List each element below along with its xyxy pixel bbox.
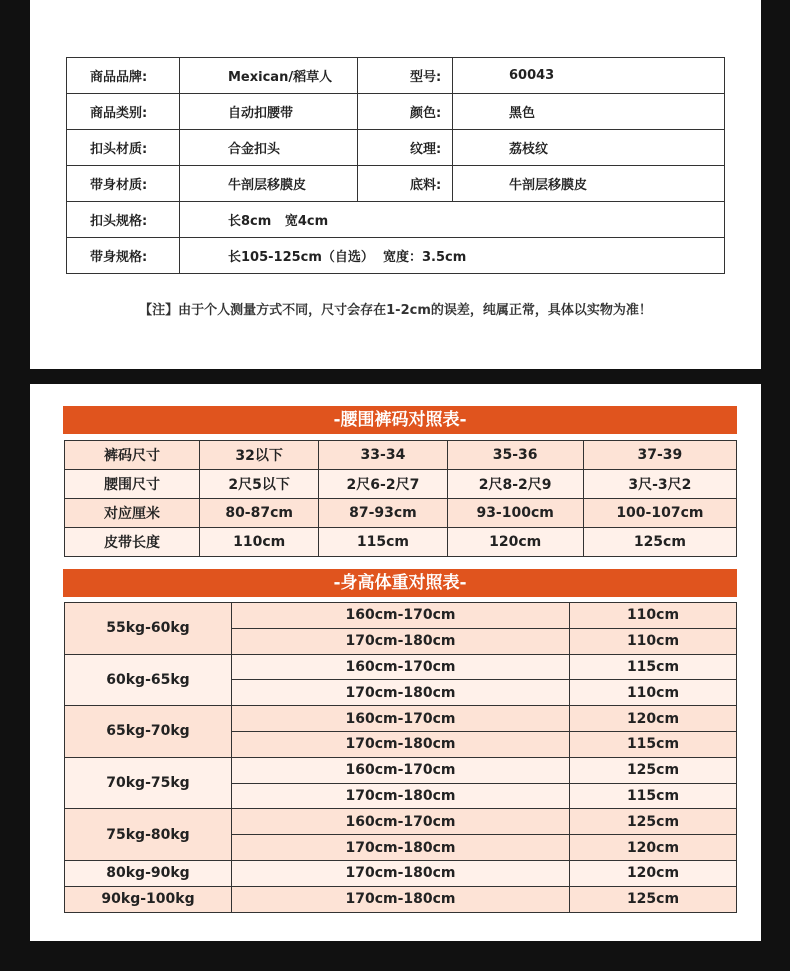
table-row: [65, 860, 737, 886]
table-row: [65, 528, 737, 557]
belt-length-cell: 115cm: [570, 783, 737, 809]
belt-length-cell: 115cm: [570, 654, 737, 680]
table-cell: 93-100cm: [447, 499, 583, 528]
spec-value: 长105-125cm（自选） 宽度：3.5cm: [180, 238, 725, 274]
table-cell: 100-107cm: [583, 499, 736, 528]
weight-cell: 60kg-65kg: [65, 654, 232, 706]
row-header: 腰围尺寸: [65, 470, 200, 499]
table-row: [65, 603, 737, 629]
height-cell: 170cm-180cm: [232, 886, 570, 912]
table-row: [65, 654, 737, 680]
height-cell: 160cm-170cm: [232, 603, 570, 629]
spec-row: [67, 130, 725, 166]
table-cell: 33-34: [319, 441, 447, 470]
weight-cell: 90kg-100kg: [65, 886, 232, 912]
weight-cell: 65kg-70kg: [65, 706, 232, 758]
height-cell: 170cm-180cm: [232, 783, 570, 809]
size-chart-table: [64, 440, 737, 557]
spec-row: [67, 58, 725, 94]
belt-length-cell: 120cm: [570, 706, 737, 732]
spec-label: 型号:: [358, 58, 453, 94]
spec-label: 带身规格:: [67, 238, 180, 274]
table-cell: 2尺5以下: [200, 470, 319, 499]
spec-value: 60043: [453, 58, 725, 94]
table-row: [65, 441, 737, 470]
spec-value: 合金扣头: [180, 130, 358, 166]
table-cell: 32以下: [200, 441, 319, 470]
height-cell: 160cm-170cm: [232, 757, 570, 783]
table-row: [65, 886, 737, 912]
spec-label: 带身材质:: [67, 166, 180, 202]
spec-row: [67, 238, 725, 274]
spec-table: [66, 57, 725, 274]
spec-value: 牛剖层移膜皮: [180, 166, 358, 202]
size-chart-title: -腰围裤码对照表-: [63, 406, 737, 434]
table-cell: 3尺-3尺2: [583, 470, 736, 499]
belt-length-cell: 110cm: [570, 603, 737, 629]
spec-value: Mexican/稻草人: [180, 58, 358, 94]
spec-label: 扣头规格:: [67, 202, 180, 238]
table-cell: 125cm: [583, 528, 736, 557]
table-cell: 80-87cm: [200, 499, 319, 528]
size-panel: [30, 384, 761, 941]
belt-length-cell: 120cm: [570, 835, 737, 861]
belt-length-cell: 110cm: [570, 680, 737, 706]
table-cell: 35-36: [447, 441, 583, 470]
belt-length-cell: 125cm: [570, 809, 737, 835]
spec-label: 扣头材质:: [67, 130, 180, 166]
table-row: [65, 706, 737, 732]
table-row: [65, 470, 737, 499]
height-cell: 170cm-180cm: [232, 680, 570, 706]
table-cell: 110cm: [200, 528, 319, 557]
weight-chart-table: [64, 602, 737, 913]
table-row: [65, 809, 737, 835]
row-header: 皮带长度: [65, 528, 200, 557]
belt-length-cell: 125cm: [570, 886, 737, 912]
table-row: [65, 757, 737, 783]
belt-length-cell: 115cm: [570, 731, 737, 757]
spec-value: 黑色: [453, 94, 725, 130]
weight-cell: 70kg-75kg: [65, 757, 232, 809]
table-cell: 2尺6-2尺7: [319, 470, 447, 499]
spec-value: 长8cm 宽4cm: [180, 202, 725, 238]
spec-row: [67, 94, 725, 130]
spec-panel: [30, 0, 761, 369]
height-cell: 170cm-180cm: [232, 860, 570, 886]
weight-cell: 75kg-80kg: [65, 809, 232, 861]
row-header: 裤码尺寸: [65, 441, 200, 470]
table-cell: 87-93cm: [319, 499, 447, 528]
spec-label: 商品类别:: [67, 94, 180, 130]
height-cell: 160cm-170cm: [232, 706, 570, 732]
spec-label: 纹理:: [358, 130, 453, 166]
weight-cell: 80kg-90kg: [65, 860, 232, 886]
spec-value: 自动扣腰带: [180, 94, 358, 130]
height-cell: 160cm-170cm: [232, 809, 570, 835]
spec-value: 牛剖层移膜皮: [453, 166, 725, 202]
table-cell: 37-39: [583, 441, 736, 470]
spec-label: 颜色:: [358, 94, 453, 130]
table-cell: 115cm: [319, 528, 447, 557]
height-cell: 170cm-180cm: [232, 835, 570, 861]
spec-row: [67, 166, 725, 202]
belt-length-cell: 110cm: [570, 628, 737, 654]
row-header: 对应厘米: [65, 499, 200, 528]
spec-label: 底料:: [358, 166, 453, 202]
height-cell: 170cm-180cm: [232, 628, 570, 654]
belt-length-cell: 125cm: [570, 757, 737, 783]
spec-note: 【注】由于个人测量方式不同，尺寸会存在1-2cm的误差，纯属正常，具体以实物为准！: [139, 303, 652, 318]
table-cell: 2尺8-2尺9: [447, 470, 583, 499]
table-cell: 120cm: [447, 528, 583, 557]
spec-row: [67, 202, 725, 238]
weight-chart-title: -身高体重对照表-: [63, 569, 737, 597]
spec-value: 荔枝纹: [453, 130, 725, 166]
height-cell: 160cm-170cm: [232, 654, 570, 680]
height-cell: 170cm-180cm: [232, 731, 570, 757]
belt-length-cell: 120cm: [570, 860, 737, 886]
table-row: [65, 499, 737, 528]
spec-label: 商品品牌:: [67, 58, 180, 94]
weight-cell: 55kg-60kg: [65, 603, 232, 655]
